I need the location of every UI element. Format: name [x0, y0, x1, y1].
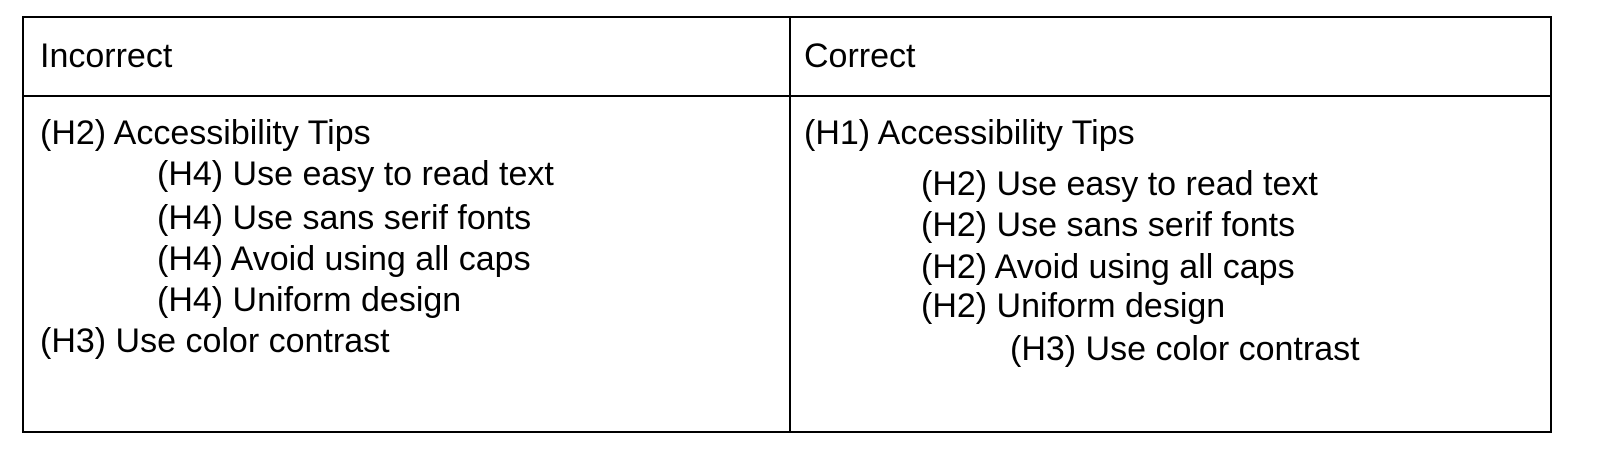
incorrect-item: (H2) Accessibility Tips	[40, 114, 371, 152]
header-divider	[24, 95, 1550, 97]
incorrect-item: (H4) Use easy to read text	[157, 155, 554, 193]
incorrect-item: (H4) Use sans serif fonts	[157, 199, 532, 237]
correct-item: (H2) Use easy to read text	[921, 165, 1318, 203]
correct-item: (H3) Use color contrast	[1010, 330, 1360, 368]
incorrect-item: (H4) Uniform design	[157, 281, 462, 319]
incorrect-item: (H3) Use color contrast	[40, 322, 390, 360]
header-correct: Correct	[804, 37, 916, 75]
incorrect-item: (H4) Avoid using all caps	[157, 240, 531, 278]
column-divider	[789, 18, 791, 431]
header-incorrect: Incorrect	[40, 37, 173, 75]
correct-item: (H2) Use sans serif fonts	[921, 206, 1296, 244]
comparison-table	[22, 16, 1552, 433]
correct-item: (H2) Avoid using all caps	[921, 248, 1295, 286]
correct-item: (H2) Uniform design	[921, 287, 1226, 325]
correct-item: (H1) Accessibility Tips	[804, 114, 1135, 152]
